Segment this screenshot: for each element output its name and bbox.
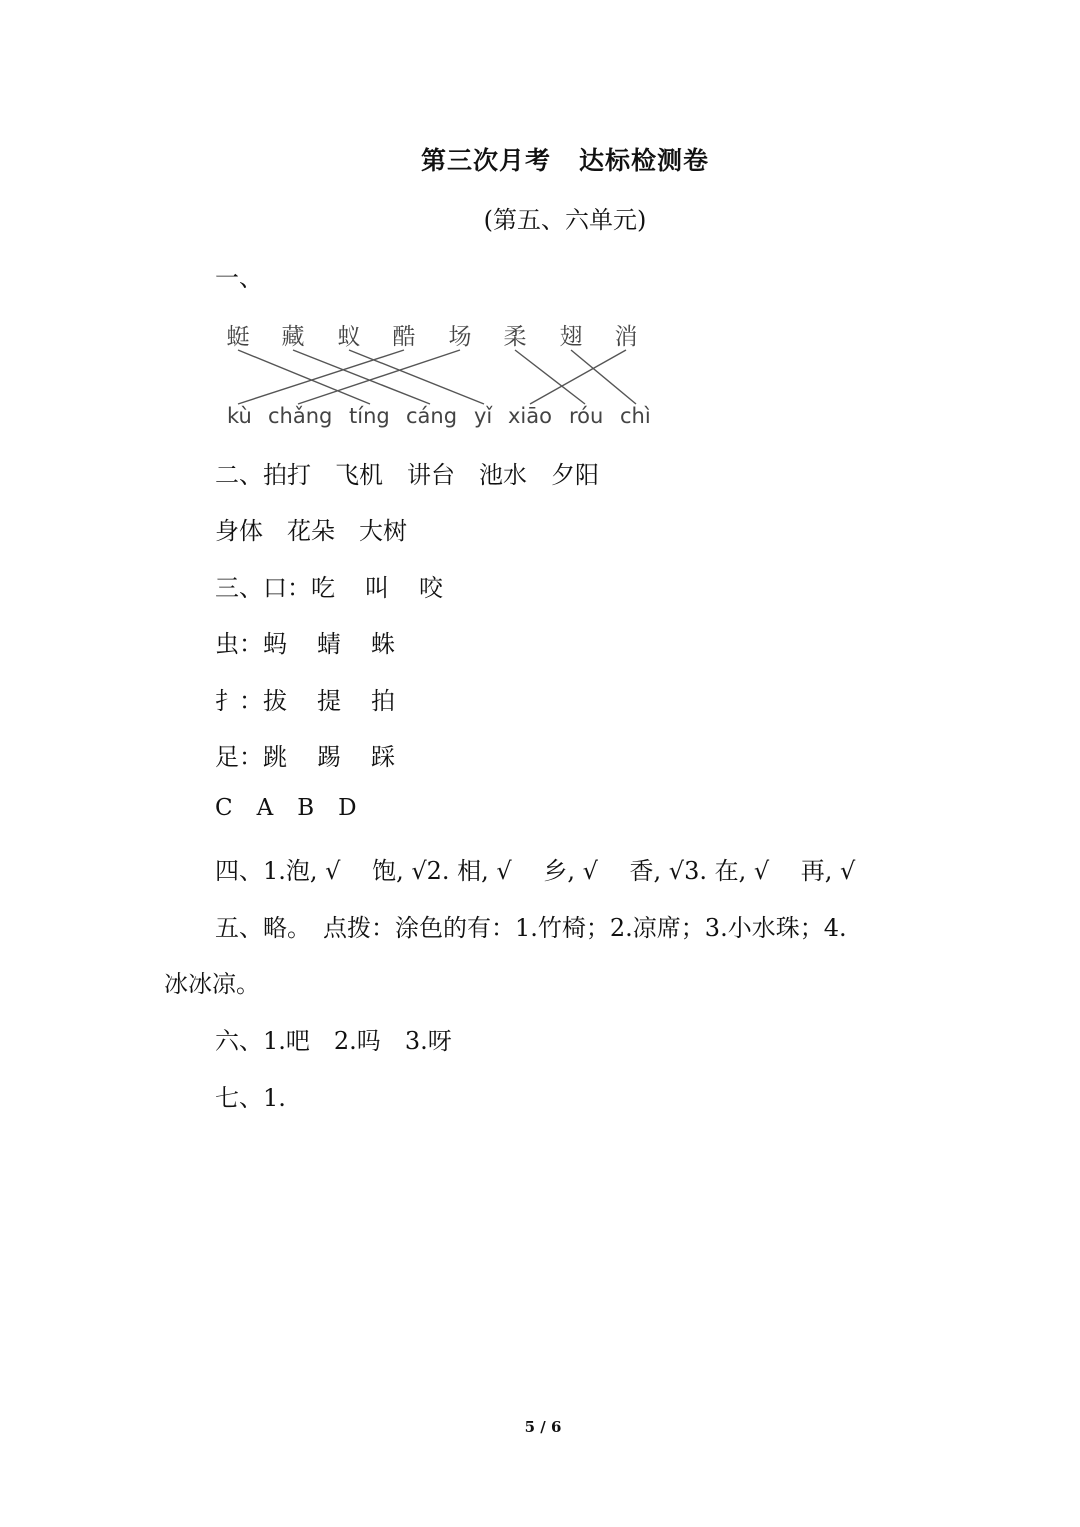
title-part1: 第三次月考 [420, 146, 551, 175]
section7-line [215, 1078, 286, 1113]
pinyin-5: yǐ [474, 404, 493, 428]
page-number: 5 / 6 [524, 1418, 562, 1436]
section2-line1 [215, 455, 599, 490]
item: 2.吗 [333, 1027, 381, 1055]
word: 身体 [215, 517, 263, 545]
item: 3.呀 [404, 1027, 452, 1055]
match-line-3 [349, 350, 484, 404]
word: 拍打 [263, 461, 311, 489]
char: 踩 [371, 743, 395, 771]
radical: 口： [263, 574, 311, 602]
pinyin-1: kù [227, 404, 252, 428]
radical: 足： [215, 743, 263, 771]
section5-line1 [215, 908, 847, 943]
hanzi-6: 柔 [503, 324, 527, 350]
pinyin-7: róu [569, 404, 604, 428]
char: 拔 [263, 687, 287, 715]
char: 蜻 [317, 630, 341, 658]
radical: 虫： [215, 630, 263, 658]
section7-text: 1. [263, 1084, 286, 1112]
match-line-8 [530, 350, 626, 404]
radical: 扌： [215, 687, 263, 715]
word: 讲台 [407, 461, 455, 489]
section3-row-3 [215, 681, 395, 716]
word: 夕阳 [551, 461, 599, 489]
section7-label: 七、 [215, 1084, 263, 1112]
char: 踢 [317, 743, 341, 771]
pinyin-6: xiāo [508, 404, 552, 428]
match-line-1 [238, 350, 370, 404]
char: 叫 [365, 574, 389, 602]
match-line-2 [293, 350, 430, 404]
choice: D [338, 795, 357, 821]
page-subtitle: (第五、六单元) [483, 206, 647, 234]
pinyin-4: cáng [406, 404, 458, 428]
word: 大树 [359, 517, 407, 545]
section2-label: 二、 [215, 461, 263, 489]
section3-row-1 [215, 568, 443, 603]
choice: A [256, 795, 274, 821]
char: 吃 [311, 574, 335, 602]
hanzi-5: 场 [448, 324, 472, 350]
match-line-7 [571, 350, 636, 404]
hanzi-8: 消 [614, 324, 638, 350]
hanzi-2: 藏 [281, 324, 305, 350]
choice: B [297, 795, 315, 821]
section5-label: 五、 [215, 914, 263, 942]
pinyin-8: chì [620, 404, 651, 428]
section4-text: 1.泡, √ 饱, √2. 相, √ 乡, √ 香, √3. 在, √ 再, √ [263, 857, 856, 885]
char: 跳 [263, 743, 287, 771]
section4-label: 四、 [215, 857, 263, 885]
choice: C [215, 795, 233, 821]
section6-line [215, 1021, 452, 1056]
word: 池水 [479, 461, 527, 489]
char: 提 [317, 687, 341, 715]
hanzi-4: 酷 [392, 324, 416, 350]
pinyin-3: tíng [349, 404, 390, 428]
hanzi-1: 蜓 [226, 324, 250, 350]
section2-line2 [215, 511, 407, 546]
char: 蛛 [371, 630, 395, 658]
section5-text: 略。 点拨：涂色的有：1.竹椅；2.凉席；3.小水珠；4. [263, 914, 847, 942]
pinyin-2: chǎng [268, 404, 333, 428]
section6-label: 六、 [215, 1027, 263, 1055]
match-line-6 [515, 350, 585, 404]
word: 飞机 [335, 461, 383, 489]
char: 蚂 [263, 630, 287, 658]
section1-label: 一、 [215, 264, 263, 292]
section3-choices [215, 795, 357, 821]
hanzi-7: 翅 [559, 324, 583, 350]
section3-row-2 [215, 624, 395, 659]
section4-line [215, 851, 855, 886]
char: 咬 [419, 574, 443, 602]
title-part2: 达标检测卷 [579, 146, 710, 175]
hanzi-3: 蚁 [337, 324, 361, 350]
item: 1.吧 [263, 1027, 310, 1055]
section3-label: 三、 [215, 574, 263, 602]
section3-row-4 [215, 737, 395, 772]
section5-line2: 冰冰凉。 [164, 970, 260, 998]
char: 拍 [371, 687, 395, 715]
word: 花朵 [287, 517, 335, 545]
